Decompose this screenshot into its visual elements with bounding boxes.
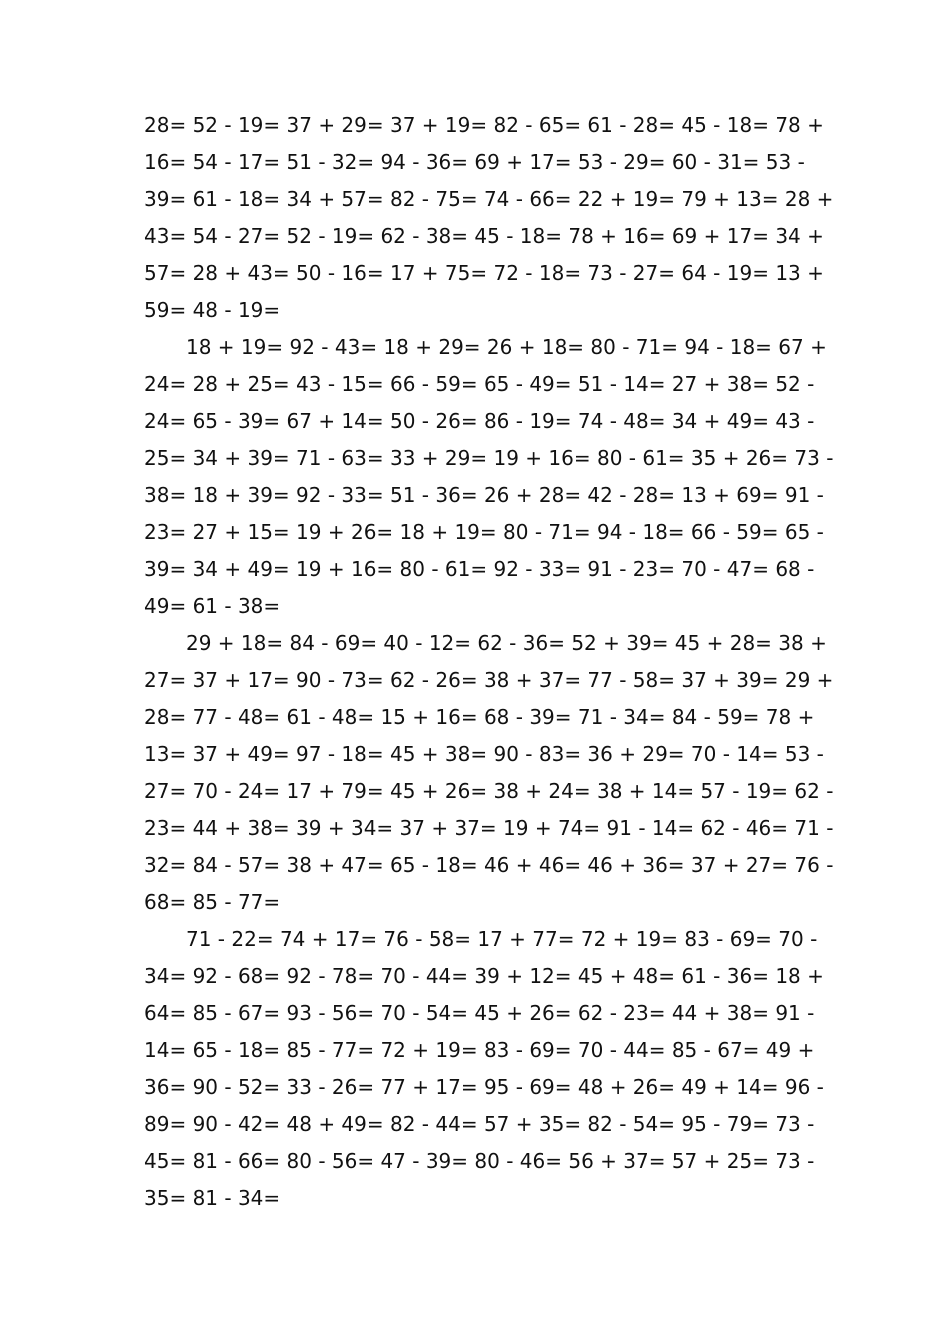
worksheet-content: [144, 107, 834, 1217]
exercise-line: 39= 61 - 18= 34 + 57= 82 - 75= 74 - 66= 22 + 19= 79 + 13= 28 +: [144, 187, 834, 211]
exercise-line: 32= 84 - 57= 38 + 47= 65 - 18= 46 + 46= 46 + 36= 37 + 27= 76 -: [144, 853, 834, 877]
exercise-block-1: [144, 107, 834, 329]
exercise-line: 35= 81 - 34=: [144, 1186, 281, 1210]
exercise-line: 24= 28 + 25= 43 - 15= 66 - 59= 65 - 49= 51 - 14= 27 + 38= 52 -: [144, 372, 815, 396]
exercise-line: 64= 85 - 67= 93 - 56= 70 - 54= 45 + 26= 62 - 23= 44 + 38= 91 -: [144, 1001, 815, 1025]
exercise-line: 45= 81 - 66= 80 - 56= 47 - 39= 80 - 46= 56 + 37= 57 + 25= 73 -: [144, 1149, 815, 1173]
exercise-line: 43= 54 - 27= 52 - 19= 62 - 38= 45 - 18= 78 + 16= 69 + 17= 34 +: [144, 224, 824, 248]
exercise-line: 28= 77 - 48= 61 - 48= 15 + 16= 68 - 39= 71 - 34= 84 - 59= 78 +: [144, 705, 815, 729]
exercise-line: 36= 90 - 52= 33 - 26= 77 + 17= 95 - 69= 48 + 26= 49 + 14= 96 -: [144, 1075, 824, 1099]
exercise-line: 29 + 18= 84 - 69= 40 - 12= 62 - 36= 52 + 39= 45 + 28= 38 +: [186, 631, 827, 655]
exercise-line: 23= 44 + 38= 39 + 34= 37 + 37= 19 + 74= 91 - 14= 62 - 46= 71 -: [144, 816, 834, 840]
exercise-line: 34= 92 - 68= 92 - 78= 70 - 44= 39 + 12= 45 + 48= 61 - 36= 18 +: [144, 964, 824, 988]
exercise-line: 49= 61 - 38=: [144, 594, 281, 618]
exercise-line: 27= 70 - 24= 17 + 79= 45 + 26= 38 + 24= 38 + 14= 57 - 19= 62 -: [144, 779, 834, 803]
exercise-line: 59= 48 - 19=: [144, 298, 281, 322]
exercise-line: 71 - 22= 74 + 17= 76 - 58= 17 + 77= 72 + 19= 83 - 69= 70 -: [186, 927, 818, 951]
exercise-line: 89= 90 - 42= 48 + 49= 82 - 44= 57 + 35= 82 - 54= 95 - 79= 73 -: [144, 1112, 815, 1136]
exercise-line: 18 + 19= 92 - 43= 18 + 29= 26 + 18= 80 - 71= 94 - 18= 67 +: [186, 335, 827, 359]
exercise-line: 68= 85 - 77=: [144, 890, 281, 914]
exercise-line: 38= 18 + 39= 92 - 33= 51 - 36= 26 + 28= 42 - 28= 13 + 69= 91 -: [144, 483, 824, 507]
exercise-line: 14= 65 - 18= 85 - 77= 72 + 19= 83 - 69= 70 - 44= 85 - 67= 49 +: [144, 1038, 815, 1062]
exercise-line: 39= 34 + 49= 19 + 16= 80 - 61= 92 - 33= 91 - 23= 70 - 47= 68 -: [144, 557, 815, 581]
exercise-line: 25= 34 + 39= 71 - 63= 33 + 29= 19 + 16= 80 - 61= 35 + 26= 73 -: [144, 446, 834, 470]
exercise-line: 57= 28 + 43= 50 - 16= 17 + 75= 72 - 18= 73 - 27= 64 - 19= 13 +: [144, 261, 824, 285]
exercise-line: 28= 52 - 19= 37 + 29= 37 + 19= 82 - 65= 61 - 28= 45 - 18= 78 +: [144, 113, 824, 137]
exercise-block-2: [144, 329, 834, 625]
exercise-line: 24= 65 - 39= 67 + 14= 50 - 26= 86 - 19= 74 - 48= 34 + 49= 43 -: [144, 409, 815, 433]
exercise-block-4: [144, 921, 824, 1217]
exercise-block-3: [144, 625, 834, 921]
exercise-line: 13= 37 + 49= 97 - 18= 45 + 38= 90 - 83= 36 + 29= 70 - 14= 53 -: [144, 742, 824, 766]
exercise-line: 23= 27 + 15= 19 + 26= 18 + 19= 80 - 71= 94 - 18= 66 - 59= 65 -: [144, 520, 824, 544]
exercise-line: 27= 37 + 17= 90 - 73= 62 - 26= 38 + 37= 77 - 58= 37 + 39= 29 +: [144, 668, 834, 692]
exercise-line: 16= 54 - 17= 51 - 32= 94 - 36= 69 + 17= 53 - 29= 60 - 31= 53 -: [144, 150, 805, 174]
